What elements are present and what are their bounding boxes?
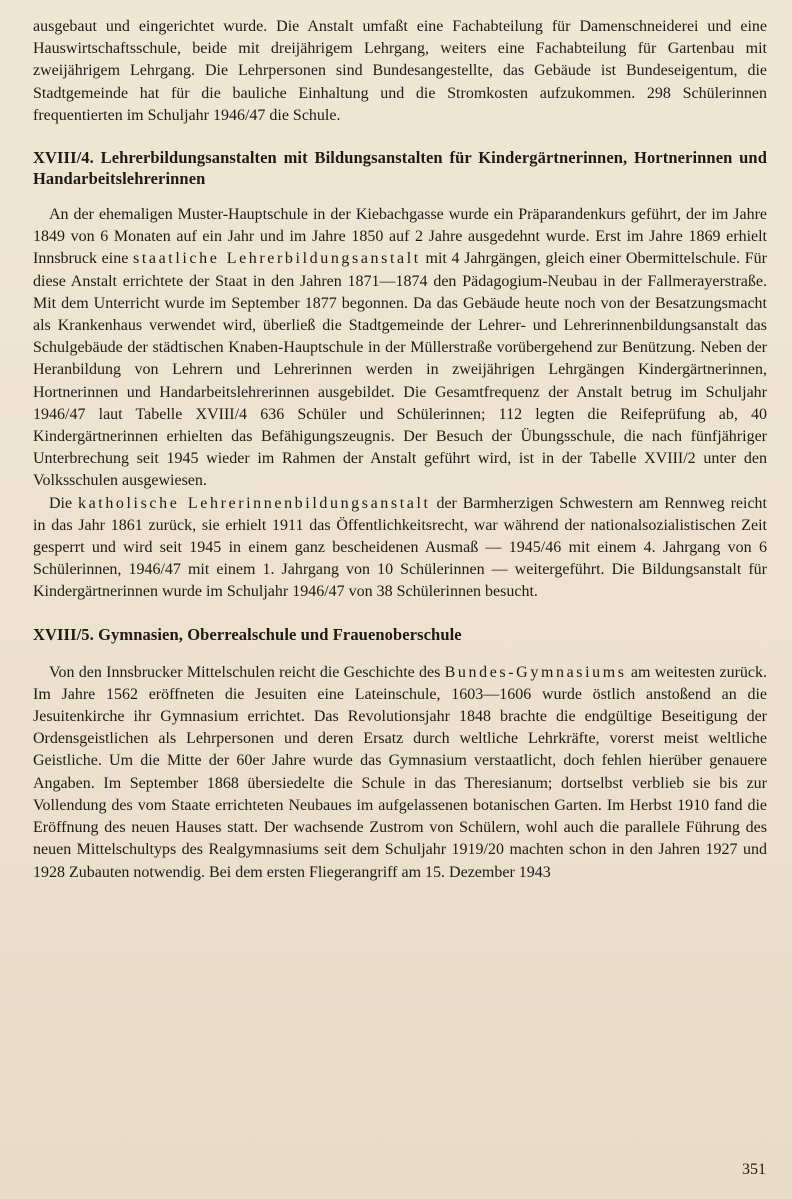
text-run: Von den Innsbrucker Mittelschulen reicht die Geschichte des (49, 663, 445, 681)
emphasized-term: Bundes-Gymnasiums (444, 663, 627, 681)
text-run: mit 4 Jahrgängen, gleich einer Obermittelschule. Für diese Anstalt errichtete der Staat in den Jahren 1871—1874 den Pädagogium-Neubau in der Fallmerayerstraße. Mit dem Unterricht wurde im September 1877 begonnen. Da das Gebäude heute noch von der Besatzungsmacht als Krankenhaus verwendet wird, überließ die Stadtgemeinde der Lehrer- und Lehrerinnenbildungsanstalt das Schulgebäude der städtischen Knaben-Hauptschule in der Müllerstraße vorübergehend zur Benützung. Neben der Heranbildung von Lehrern und Lehrerinnen werden in zweijährigen Lehrgängen Kindergärtnerinnen, Hortnerinnen und Handarbeitslehrerinnen ausgebildet. Die Gesamtfrequenz der Anstalt betrug im Schuljahr 1946/47 laut Tabelle XVIII/4 636 Schüler und Schülerinnen; 112 legten die Reifeprüfung ab, 40 Kindergärtnerinnen erhielten das Befähigungszeugnis. Der Besuch der Übungsschule, die nach fünfjähriger Unterbrechung seit 1945 wieder im Rahmen der Anstalt geführt wird, ist in der Tabelle XVIII/2 unter den Volksschulen ausgewiesen. (33, 250, 767, 490)
text-run: Die (49, 494, 78, 512)
section-4-paragraph-2 (33, 493, 767, 604)
text-run: An der ehemaligen Muster-Hauptschule in der Kiebachgasse wurde ein Präparandenkurs geführt, der im Jahre 1849 von 6 Monaten auf ein Jahr und im Jahre 1850 auf 2 Jahre ausgedehnt wurde. Erst im Jahre 1869 erhielt Innsbruck eine (33, 206, 767, 268)
section-heading-xviii-4: XVIII/4. Lehrerbildungsanstalten mit Bildungsanstalten für Kindergärtnerinnen, Hortnerinnen und Handarbeitslehrerinnen (33, 148, 767, 189)
page-number: 351 (742, 1161, 766, 1178)
text-run: der Barmherzigen Schwestern am Rennweg reicht in das Jahr 1861 zurück, sie erhielt 1911 das Öffentlichkeitsrecht, war während der nationalsozialistischen Zeit gesperrt und wird seit 1945 in einem ganz bescheidenen Ausmaß — 1945/46 mit einem 4. Jahrgang von 6 Schülerinnen, 1946/47 mit einem 1. Jahrgang von 10 Schülerinnen — weitergeführt. Die Bildungsanstalt für Kindergärtnerinnen wurde im Schuljahr 1946/47 von 38 Schülerinnen besucht. (33, 494, 767, 601)
emphasized-term: katholische Lehrerinnenbildungsanstalt (77, 494, 431, 512)
section-5-paragraph-1 (33, 662, 767, 884)
section-4-paragraph-1 (33, 204, 767, 493)
text-column (33, 16, 767, 884)
emphasized-term: staatliche Lehrerbildungsanstalt (133, 250, 421, 268)
intro-paragraph: ausgebaut und eingerichtet wurde. Die Anstalt umfaßt eine Fachabteilung für Damenschneiderei und eine Hauswirtschaftsschule, beide mit dreijährigem Lehrgang, weiters eine Fachabteilung für Gartenbau mit zweijährigem Lehrgang. Die Lehrpersonen sind Bundesangestellte, das Gebäude ist Bundeseigentum, die Stadtgemeinde hat für die bauliche Einhaltung und die Stromkosten aufzukommen. 298 Schülerinnen frequentierten im Schuljahr 1946/47 die Schule. (33, 18, 767, 124)
section-heading-xviii-5: XVIII/5. Gymnasien, Oberrealschule und Frauenoberschule (33, 624, 462, 644)
text-run: am weitesten zurück. Im Jahre 1562 eröffneten die Jesuiten eine Lateinschule, 1603—1606 wurde östlich anstoßend an die Jesuitenkirche ihr Gymnasium errichtet. Das Revolutionsjahr 1848 brachte die endgültige Beseitigung der Ordensgeistlichen als Lehrpersonen und deren Ersatz durch weltliche Lehrkräfte, vorerst meist weltliche Geistliche. Um die Mitte der 60er Jahre wurde das Gymnasium verstaatlicht, doch fehlen hierüber genauere Angaben. Im September 1868 übersiedelte die Schule in das Theresianum; dortselbst verblieb sie bis zur Vollendung des vom Staate errichteten Neubaues im aufgelassenen botanischen Garten. Im Herbst 1910 fand die Eröffnung des neuen Hauses statt. Der wachsende Zustrom von Schülern, wohl auch die parallele Führung des neuen Mittelschultyps des Realgymnasiums seit dem Schuljahr 1919/20 machten schon in den Jahren 1927 und 1928 Zubauten notwendig. Bei dem ersten Fliegerangriff am 15. Dezember 1943 (33, 663, 767, 881)
